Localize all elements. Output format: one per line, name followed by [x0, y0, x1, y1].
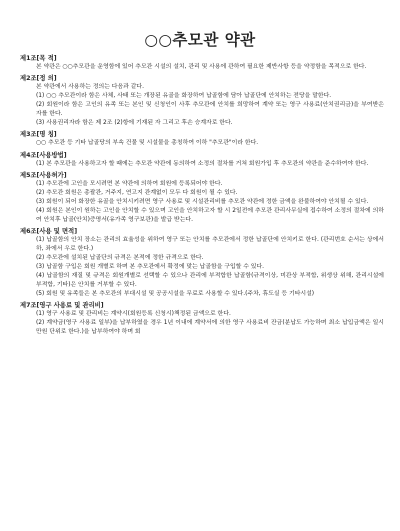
- article-paragraph: (3) 회원이 되어 화장한 유골을 안치시키려면 영구 사용료 및 시설관리비를 추모관 약관에 정한 금액을 완불하여야 안치될 수 있다.: [36, 199, 369, 206]
- article-paragraph: (2) 추모관 회원은 총괄관, 거주지, 연고지 관계없이 모두 다 회원이 될 수 있다.: [36, 190, 238, 197]
- article-7: [16, 301, 384, 337]
- article-heading: 제3조[명 칭]: [20, 131, 57, 139]
- article-3: [16, 130, 384, 148]
- article-heading: 제7조[영구 사용료 및 관리비]: [20, 302, 104, 310]
- article-paragraph: (4) 납골함의 재질 및 규격은 회원개별로 선택할 수 있으나 관리에 부적합한 납골함(규격이상, 미관상 부적합, 위생상 위해, 관리시설에 부적합, 기타)은 안치를 거부할 수 있다.: [36, 272, 386, 288]
- article-heading: 제1조[목 적]: [20, 55, 57, 62]
- article-paragraph: 본 약관에서 사용하는 정의는 다음과 같다.: [36, 84, 144, 91]
- article-5: [16, 171, 384, 225]
- article-heading: 제6조[사용 및 면적]: [20, 228, 78, 236]
- article-paragraph: (2) 추모관에 설치된 납골단의 규격은 본적에 정한 규격으로 한다.: [36, 255, 204, 262]
- article-heading: 제4조[사용방법]: [20, 151, 67, 159]
- article-heading: 제2조[정 의]: [20, 75, 57, 83]
- articles-list: [16, 54, 384, 337]
- article-paragraph: (2) 회원이라 함은 고인의 유족 또는 본인 및 신청인이 사후 추모관에 안치를 희망하여 계약 또는 영구 사용료(안치권리금)을 부여받은 자를 한다.: [36, 102, 386, 118]
- article-paragraph: 본 약관은 ○○추모관을 운영함에 있어 추모관 시설의 설치, 관리 및 사용에 관하여 필요한 제반사항 등을 약정함을 목적으로 한다.: [36, 64, 367, 70]
- article-4: [16, 151, 384, 169]
- article-paragraph: (1) 본 추모관을 사용하고자 할 때에는 추모관 약관에 동의하여 소정의 절차를 거쳐 회원가입 후 추모관의 약관을 준수하여야 한다.: [36, 160, 369, 167]
- article-paragraph: (2) 계약금(영구 사용료 일부)을 납부하였을 경우 1년 이내에 계약서에 의한 영구 사용료비 잔금(분납도 가능하며 최소 납입금액은 일시만원 단위로 한다.)을 납부하여야 하며 회: [36, 320, 384, 335]
- article-paragraph: (1) 추모관에 고인을 모시려면 본 약관에 의하여 회원에 등록되어야 한다.: [36, 181, 223, 188]
- article-2: [16, 74, 384, 128]
- article-paragraph: ○○ 추모관 등 기타 납골당의 부속 건물 및 시설물을 총칭하여 이하 "추모관"이라 한다.: [36, 140, 259, 147]
- article-heading: 제5조[사용허가]: [20, 172, 67, 180]
- article-paragraph: (3) 납골함 구입은 회원 개별로 하며 본 추모관에서 확정에 맞는 납골함을 구입할 수 있다.: [36, 264, 265, 270]
- article-paragraph: (1) 영구 사용료 및 관리비는 계약시(회원등록 신청시)책정된 금액으로 한다.: [36, 311, 231, 318]
- document-title: ○○추모관 약관: [144, 31, 256, 49]
- article-paragraph: (3) 사용권리자라 함은 제 2조 (2)항에 기재된 자 그리고 후손 승계자로 한다.: [36, 120, 233, 127]
- article-6: [16, 227, 384, 298]
- article-paragraph: (1) ○○ 추모관이라 함은 사체, 사태 또는 개장된 유골을 화장하여 납골함에 담아 납골단에 안치하는 전당을 말한다.: [36, 93, 332, 100]
- article-paragraph: (5) 회원 및 유족들은 본 추모관의 부대시설 및 공공시설을 무료로 사용할 수 있다.(주차, 휴도실 등 기타시설): [36, 290, 315, 297]
- article-1: [16, 54, 384, 72]
- article-paragraph: (1) 납골함의 안치 장소는 관리의 효율성을 위하여 영구 또는 안치를 추모관에서 정한 납골단에 안치키로 한다. (관리번호 순서는 상에서 하, 좌에서 우로 한다.): [36, 237, 386, 253]
- article-paragraph: (4) 회원은 본인이 원하는 고인을 안치할 수 있으며 고인을 안치하고자 할 시 2일전에 추모관 관리사무실에 접수하여 소정의 절차에 의하여 안치후 납골(안치)증명서(유가족 영구보관)을 발급 받는다.: [36, 207, 384, 223]
